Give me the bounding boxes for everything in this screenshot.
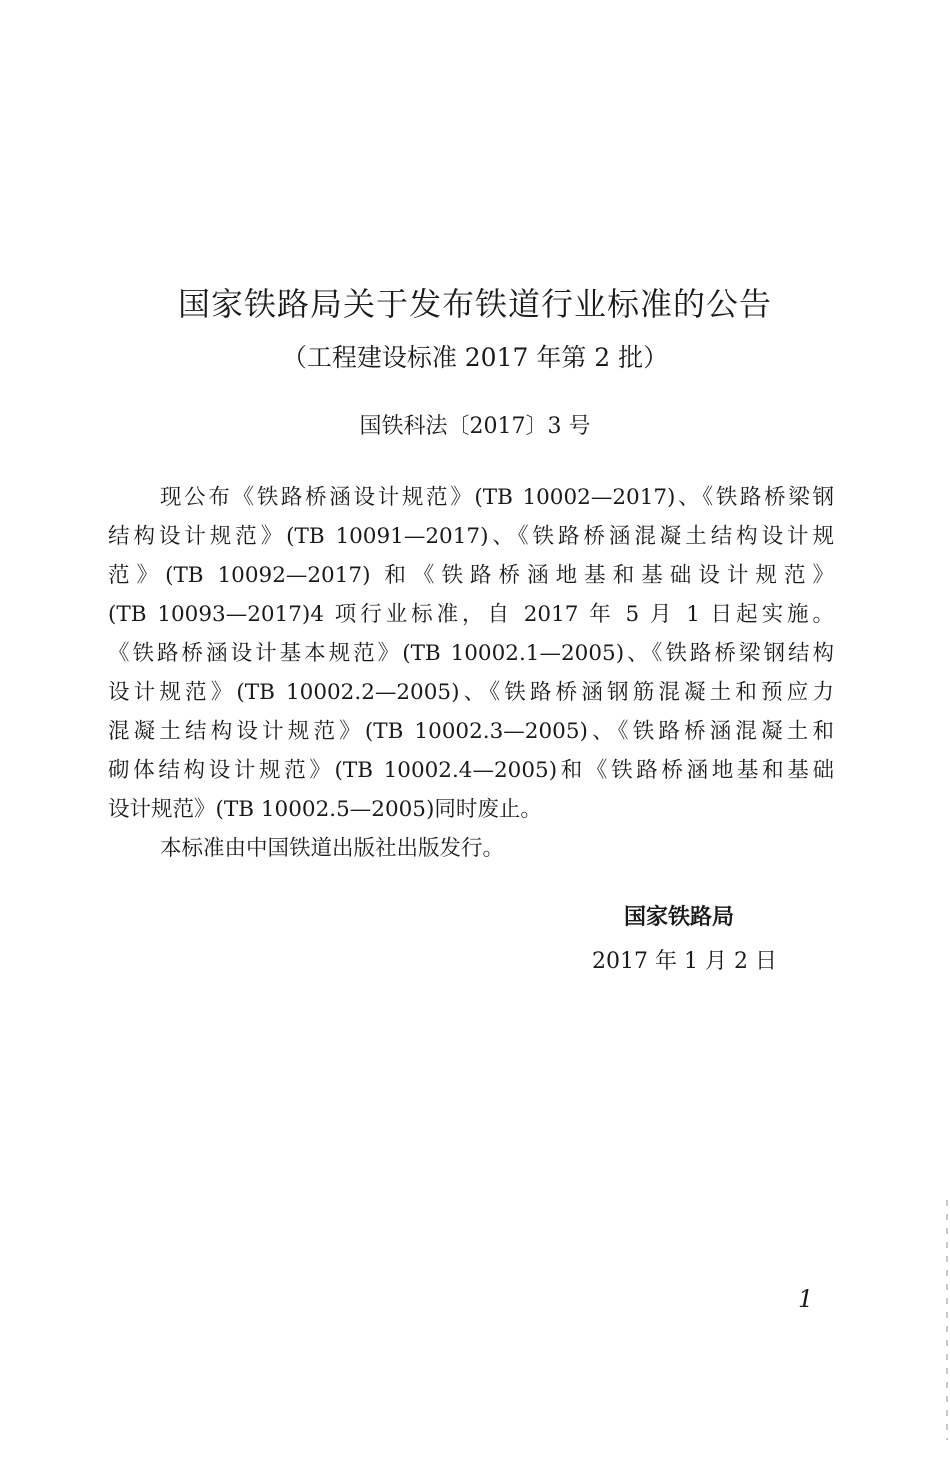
announcement-subtitle: （工程建设标准 2017 年第 2 批）: [281, 343, 669, 372]
body-line: 结构设计规范》(TB 10091—2017)、《铁路桥涵混凝土结构设计规: [108, 524, 834, 549]
body-line: (TB 10093—2017)4 项行业标准，自 2017 年 5 月 1 日起实施。: [108, 602, 834, 627]
issue-date: 2017 年 1 月 2 日: [592, 949, 777, 974]
body-line: 混凝土结构设计规范》(TB 10002.3—2005)、《铁路桥涵混凝土和: [108, 719, 834, 744]
body-line: 砌体结构设计规范》(TB 10002.4—2005)和《铁路桥涵地基和基础: [108, 758, 834, 783]
document-number: 国铁科法〔2017〕3 号: [359, 414, 591, 439]
announcement-body: [108, 478, 834, 868]
announcement-title: 国家铁路局关于发布铁道行业标准的公告: [177, 285, 772, 323]
body-line: 范》(TB 10092—2017) 和《铁路桥涵地基和基础设计规范》: [108, 563, 834, 588]
body-line: 本标准由中国铁道出版社出版发行。: [160, 836, 505, 861]
scan-edge-marks: [946, 1200, 948, 1440]
body-line: 《铁路桥涵设计基本规范》(TB 10002.1—2005)、《铁路桥梁钢结构: [108, 641, 834, 666]
body-line: 现公布《铁路桥涵设计规范》(TB 10002—2017)、《铁路桥梁钢: [160, 485, 834, 510]
page-number: 1: [798, 1285, 814, 1313]
issuer-signature: 国家铁路局: [624, 905, 735, 930]
body-line: 设计规范》(TB 10002.2—2005)、《铁路桥涵钢筋混凝土和预应力: [108, 680, 834, 705]
body-line: 设计规范》(TB 10002.5—2005)同时废止。: [108, 797, 542, 822]
